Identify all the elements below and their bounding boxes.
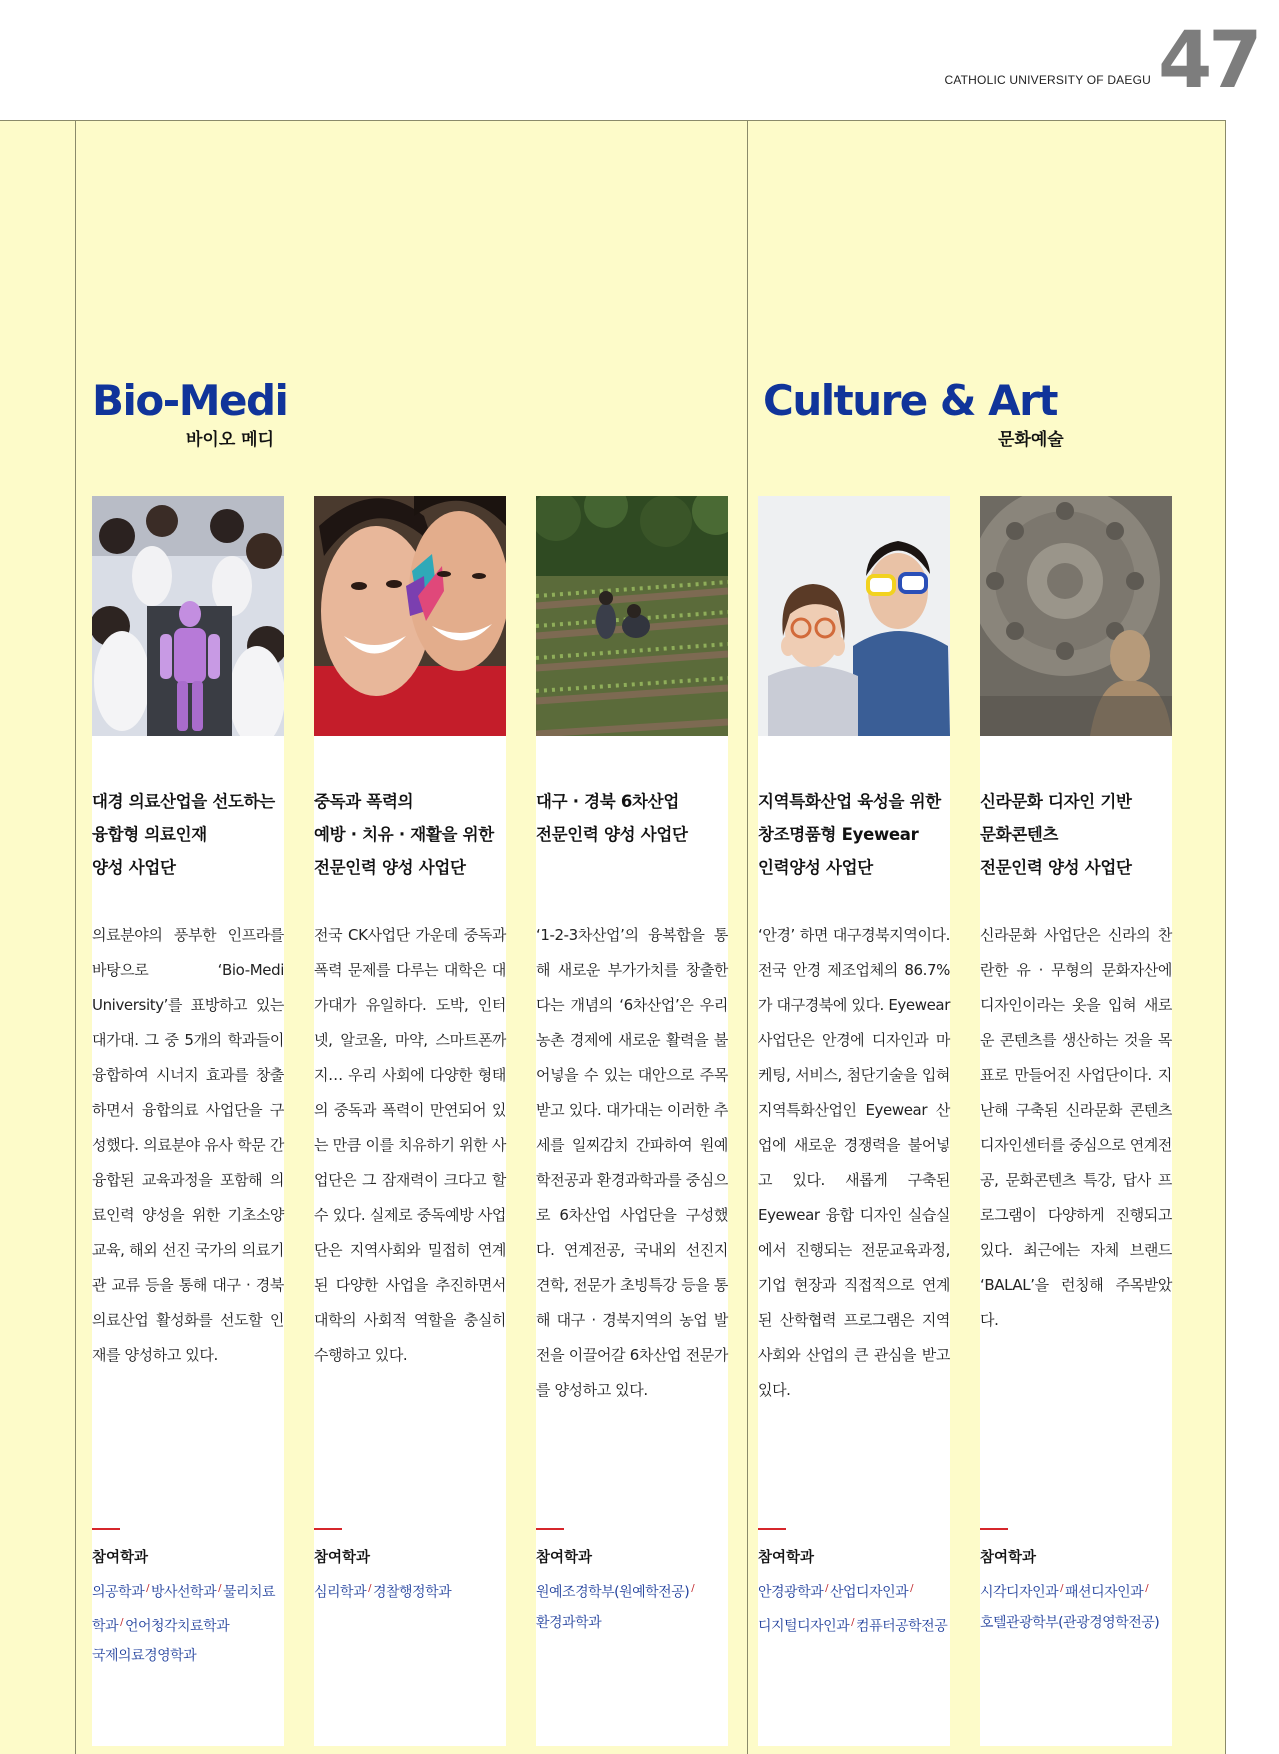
red-divider: [758, 1528, 786, 1530]
smiling-students-image: [314, 496, 506, 736]
departments-list: 시각디자인과 / 패션디자인과 / 호텔관광학부(관광경영학전공): [980, 1583, 1160, 1631]
departments-list: 심리학과 / 경찰행정학과: [314, 1583, 452, 1601]
departments-list: 안경광학과 / 산업디자인과 / 디지털디자인과 / 컴퓨터공학전공: [758, 1583, 948, 1635]
farm-field-image: [536, 496, 728, 736]
red-divider: [980, 1528, 1008, 1530]
program-column-addiction: [314, 496, 506, 1746]
column-body-text: ‘1-2-3차산업’의 융복합을 통해 새로운 부가가치를 창출한다는 개념의 ‘6차산업’은 우리 농촌 경제에 새로운 활력을 불어넣을 수 있는 대안으로 주목받고 있다. 대가대는 이러한 추세를 일찌감치 간파하여 원예학전공과 환경과학과를 중심으로 6차산업 사업단을 구성했다. 연계전공, 국내외 선진지 견학, 전문가 초빙특강 등을 통해 대구 · 경북지역의 농업 발전을 이끌어갈 6차산업 전문가를 양성하고 있다.: [536, 926, 728, 1399]
program-column-silla-culture: [980, 496, 1172, 1746]
column-body-text: 신라문화 사업단은 신라의 찬란한 유 · 무형의 문화자산에 디자인이라는 옷을 입혀 새로운 콘텐츠를 생산하는 것을 목표로 만들어진 사업단이다. 지난해 구축된 신라문화 콘텐츠 디자인센터를 중심으로 연계전공, 문화콘텐츠 특강, 답사 프로그램이 다양하게 진행되고 있다. 최근에는 자체 브랜드 ‘BALAL’을 런칭해 주목받았다.: [980, 926, 1172, 1329]
departments-list: 의공학과 / 방사선학과 / 물리치료학과 / 언어청각치료학과 국제의료경영학과: [92, 1583, 276, 1665]
left-margin-rule: [75, 120, 76, 1754]
medical-students-image: [92, 496, 284, 736]
photo-farm-field: [536, 496, 728, 736]
eyewear-models-image: [758, 496, 950, 736]
section-title-bio-medi: Bio-Medi: [92, 376, 288, 425]
photo-eyewear-models: [758, 496, 950, 736]
photo-smiling-students: [314, 496, 506, 736]
column-title: 신라문화 디자인 기반 문화콘텐츠 전문인력 양성 사업단: [980, 792, 1132, 877]
section-divider: [747, 120, 748, 1754]
departments-heading: 참여학과: [314, 1550, 371, 1566]
column-title: 중독과 폭력의 예방 · 치유 · 재활을 위한 전문인력 양성 사업단: [314, 792, 494, 877]
program-column-eyewear: [758, 496, 950, 1746]
column-body-text: ‘안경’ 하면 대구경북지역이다. 전국 안경 제조업체의 86.7%가 대구경북에 있다. Eyewear 사업단은 안경에 디자인과 마케팅, 서비스, 첨단기술을 입혀 지역특화산업인 Eyewear 산업에 새로운 경쟁력을 불어넣고 있다. 새롭게 구축된 Eyewear 융합 디자인 실습실에서 진행되는 전문교육과정, 기업 현장과 직접적으로 연계된 산학협력 프로그램은 지역사회와 산업의 큰 관심을 받고 있다.: [758, 926, 950, 1399]
departments-heading: 참여학과: [980, 1550, 1037, 1566]
photo-medical-students: [92, 496, 284, 736]
column-body-text: 의료분야의 풍부한 인프라를 바탕으로 ‘Bio-Medi University’를 표방하고 있는 대가대. 그 중 5개의 학과들이 융합하여 시너지 효과를 창출하면서 융합의료 사업단을 구성했다. 의료분야 유사 학문 간 융합된 교육과정을 포함해 의료인력 양성을 위한 기초소양 교육, 해외 선진 국가의 의료기관 교류 등을 통해 대구 · 경북 의료산업 활성화를 선도할 인재를 양성하고 있다.: [92, 926, 284, 1364]
page-number: 47: [1158, 16, 1259, 106]
column-body-text: 전국 CK사업단 가운데 중독과 폭력 문제를 다루는 대학은 대가대가 유일하다. 도박, 인터넷, 알코올, 마약, 스마트폰까지… 우리 사회에 다양한 형태의 중독과 폭력이 만연되어 있는 만큼 이를 치유하기 위한 사업단은 그 잠재력이 크다고 할 수 있다. 실제로 중독예방 사업단은 지역사회와 밀접히 연계된 다양한 사업을 추진하면서 대학의 사회적 역할을 충실히 수행하고 있다.: [314, 926, 506, 1364]
stone-buddha-grotto-image: [980, 496, 1172, 736]
program-column-6th-industry: [536, 496, 728, 1746]
red-divider: [314, 1528, 342, 1530]
section-subtitle-bio-medi: 바이오 메디: [186, 430, 275, 450]
departments-list: 원예조경학부(원예학전공) / 환경과학과: [536, 1583, 695, 1631]
departments-heading: 참여학과: [758, 1550, 815, 1566]
red-divider: [536, 1528, 564, 1530]
section-title-culture-art: Culture & Art: [763, 376, 1057, 425]
departments-heading: 참여학과: [92, 1550, 149, 1566]
column-title: 지역특화산업 육성을 위한 창조명품형 Eyewear 인력양성 사업단: [758, 792, 941, 877]
section-subtitle-culture-art: 문화예술: [998, 430, 1064, 450]
red-divider: [92, 1528, 120, 1530]
university-name: CATHOLIC UNIVERSITY OF DAEGU: [944, 73, 1151, 87]
program-column-biomedical: [92, 496, 284, 1746]
departments-heading: 참여학과: [536, 1550, 593, 1566]
photo-silla-grotto: [980, 496, 1172, 736]
column-title: 대경 의료산업을 선도하는 융합형 의료인재 양성 사업단: [92, 792, 275, 877]
column-title: 대구 · 경북 6차산업 전문인력 양성 사업단: [536, 792, 688, 844]
